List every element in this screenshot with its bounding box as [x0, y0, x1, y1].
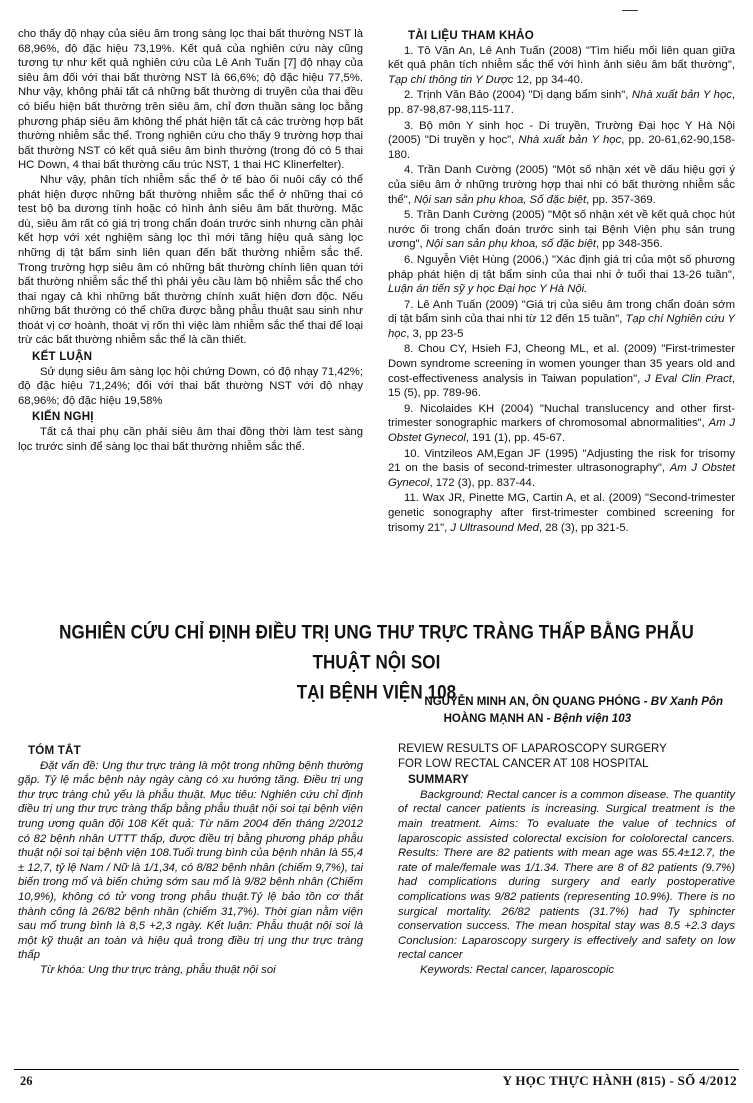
reference-source: Tạp chí Nghiên cứu Y học	[388, 313, 736, 340]
summary-column	[398, 742, 735, 978]
reference-text: 6. Nguyễn Việt Hùng (2006,) "Xác định giá trị của một số phương pháp phát hiện dị tật bẩm sinh của thai nhi ở tuổi thai 13-26 tuần",	[388, 253, 735, 281]
authors-block	[223, 694, 723, 728]
reference-source: Nhà xuất bản Y học	[631, 89, 732, 102]
reference-item	[388, 402, 735, 446]
recommendation-text: Tất cả thai phụ cần phải siêu âm thai đồng thời làm test sàng lọc trước sinh để sàng lọc thai bất thường nhiễm sắc thể.	[18, 426, 363, 453]
reference-tail: , 28 (3), pp 321-5.	[538, 521, 629, 534]
body-paragraph: cho thấy độ nhạy của siêu âm trong sàng lọc thai bất thường NST là 68,96%, độ đặc hiệu 73,19%. Kết quả của nghiên cứu này cũng tương tự như kết quả nghiên cứu của Lê Anh Tuấn [7] độ nhạy của siêu âm đối với thai bất thường NST là 66,6%; độ đặc hiệu 77,5%. Như vậy, không phải tất cả những bất thường di truyền của thai đều có biểu hiện bất thường trên siêu âm, chỉ đơn thuần sàng lọc bằng phương pháp siêu âm không thể phát hiện tất cả các trường hợp bất thường nhiễm sắc thể. Trong nghiên cứu cho thấy 9 trường hợp thai bất thường NST có kết quả siêu âm bình thường (trong đó có 5 thai HC Down, 4 thai bất thường cấu trúc NST, 1 thai HC Klinerfelter).	[18, 28, 363, 172]
references-heading: TÀI LIỆU THAM KHẢO	[408, 29, 534, 42]
reference-text: 11. Wax JR, Pinette MG, Cartin A, et al. (2009) "Second-trimester genetic sonography after first-trimester combined screening for trisomy 21",	[388, 492, 735, 534]
reference-tail: , pp. 357-369.	[586, 193, 656, 206]
reference-tail: 12, pp 34-40.	[513, 73, 584, 86]
reference-text: 2. Trịnh Văn Bảo (2004) "Dị dạng bẩm sinh",	[404, 89, 632, 102]
english-title-line: FOR LOW RECTAL CANCER AT 108 HOSPITAL	[398, 757, 649, 770]
reference-text: 8. Chou CY, Hsieh FJ, Cheong ML, et al. (2009) "First-trimester Down syndrome screening in women younger than 35 years old and cost-effectiveness analysis in Taiwan population",	[388, 343, 735, 385]
summary-text: Background: Rectal cancer is a common disease. The quantity of rectal cancer patients is increasing. Surgical treatment is the main treatment. Aims: To evaluate the value of technics of laparoscopic assisted colorectal excision for cololorectal cancers. Results: There are 82 patients with mean age was 55.4±12.7, the rate of male/female was 1/1.34. There are 8 of 82 patients (9.7%) had complications during surgery and early postoperative complications was 9/82 patients (representing 10.9%). There is no surgical mortality. 26/82 patients (31.7%) had Ty sphincter conservation success. The mean hospital stay was 8.5 +2.3 days Conclusion: Laparoscopy surgery is effectively and safety on low rectal cancer	[398, 788, 735, 962]
author-affiliation: BV Xanh Pôn	[650, 696, 723, 708]
reference-text: 5. Trần Danh Cường (2005) "Một số nhận xét về kết quả chọc hút nước ối trong chẩn đoán trước sinh tại Bệnh Viện phụ sản trung ương",	[388, 209, 735, 251]
reference-tail: , 15 (5), pp. 789-96.	[388, 372, 735, 400]
reference-item	[388, 208, 735, 252]
footer-rule	[14, 1069, 739, 1070]
reference-list	[388, 44, 735, 536]
summary-heading: SUMMARY	[408, 773, 469, 787]
author-line	[223, 694, 723, 711]
reference-tail: , pp. 20-61,62-90,158-180.	[388, 134, 736, 161]
reference-source: Nhà xuất bản Y học	[518, 134, 622, 147]
reference-text: 3. Bộ môn Y sinh học - Di truyền, Trường Đại học Y Hà Nội (2005) "Di truyền y học",	[388, 119, 735, 147]
reference-text: 4. Trần Danh Cường (2005) "Một số nhận xét về dấu hiệu gợi ý của siêu âm ở những trường hợp thai nhi có bất thường nhiễm sắc thể",	[388, 164, 735, 206]
reference-item	[388, 342, 735, 400]
reference-source: Am J Obstet Gynecol	[388, 462, 736, 489]
reference-tail: , 172 (3), pp. 837-44.	[429, 476, 535, 489]
article-title-line: NGHIÊN CỨU CHỈ ĐỊNH ĐIỀU TRỊ UNG THƯ TRỰC TRÀNG THẤP BẰNG PHẪU THUẬT NỘI SOI	[59, 621, 694, 674]
reference-tail: , 3, pp 23-5	[406, 327, 464, 340]
references-column	[388, 27, 735, 535]
recommendation-heading: KIẾN NGHỊ	[32, 410, 94, 424]
reference-item	[388, 298, 735, 342]
conclusion-text: Sử dụng siêu âm sàng lọc hội chứng Down, có độ nhạy 71,42%; độ đặc hiệu 71,24%; đối với thai bất thường NST với độ nhạy 68,96%; độ đặc hiệu 19,58%	[18, 365, 363, 407]
reference-text: 7. Lê Anh Tuấn (2009) "Giá trị của siêu âm trong chẩn đoán sớm dị tật bẩm sinh của thai nhi từ 12 đến 15 tuần",	[388, 298, 735, 326]
reference-item	[388, 163, 735, 207]
abstract-text: Đặt vấn đề: Ung thư trực tràng là một trong những bệnh thường gặp. Tỷ lệ mắc bệnh này ngày càng có xu hướng tăng. Điều trị ung thư trực tràng chủ yếu là phẫu thuật. Mục tiêu: Nghiên cứu chỉ định điều trị ung thư trực tràng thấp bằng phẫu thuật nội soi tại bệnh viện trung ương quân đội 108 Kết quả: Từ năm 2004 đến tháng 2/2012 có 82 bệnh nhân UTTT thấp, được điều trị bằng phương pháp phẫu thuật nội soi tại bệnh viện 108.Tuổi trung bình của bệnh nhân là 55,4 ± 12,7, tỷ lệ Nam / Nữ là 1/1,34, có 8/82 bệnh nhân (chiếm 9,7%), tai biến trong mổ và biến chứng sớm sau mổ là 9/82 bệnh nhân (Chiếm 10,9%), không có tử vong trong phẫu thuật.Tỷ lệ bảo tồn cơ thắt thành công là 26/82 bệnh nhân (chiếm 31,7%). Thời gian nằm viện sau mổ trung bình là 8,5 +2,3 ngày. Kết luận: Phẫu thuật nội soi là một kỹ thuật an toàn và hiệu quả trong điều trị ung thư trực tràng thấp	[18, 759, 363, 962]
page-number: 26	[20, 1074, 33, 1088]
author-line	[223, 711, 723, 728]
reference-text: 1. Tô Văn An, Lê Anh Tuấn (2008) "Tìm hiểu mối liên quan giữa kết quả phân tích nhiễm sắc thể với hình ảnh siêu âm bất thường",	[388, 44, 735, 72]
top-mark	[622, 10, 638, 11]
reference-item	[388, 44, 735, 88]
keywords-en: Keywords: Rectal cancer, laparoscopic	[420, 963, 615, 976]
reference-tail: , 191 (1), pp. 45-67.	[465, 432, 566, 445]
keywords-vi: Từ khóa: Ung thư trực tràng, phẫu thuật nội soi	[40, 963, 276, 976]
reference-tail: , pp. 87-98,87-98,115-117.	[388, 89, 735, 116]
abstract-column	[18, 742, 363, 978]
body-paragraph: Như vậy, phân tích nhiễm sắc thể ở tế bào ối nuôi cấy có thể phát hiện được những bất thường nhiễm sắc thể ở những thai có test bộ ba dương tính hoặc có hình ảnh siêu âm bất thường. Mặc dù, siêu âm rất có giá trị trong chẩn đoán trước sinh nhưng cần phải kết hợp với xét nghiệm sàng lọc thì mới tăng hiệu quả sàng lọc những dị tật bẩm sinh liên quan đến bất thường nhiễm sắc thể. Trong trường hợp siêu âm có những bất thường chính liên quan tới bất thường nhiễm sắc thể thì phải yêu cầu làm bộ nhiễm sắc thể cho thai ngay cả khi những bất thường chính xuất hiện đơn độc. Nếu những bất thường có thể chữa được bằng phẫu thuật sau sinh như thoát vị cơ hoành, thoát vị rốn thì việc làm nhiễm sắc thể thai để loại trừ các bất thường nhiễm sắc thể là cần thiết.	[18, 173, 363, 347]
reference-source: Nội san sản phụ khoa, số đặc biệt	[425, 238, 597, 251]
article-title-line: TẠI BỆNH VIỆN 108	[296, 681, 457, 704]
author-names: NGUYỄN MINH AN, ÔN QUANG PHÓNG -	[424, 696, 651, 708]
abstract-heading: TÓM TẮT	[28, 744, 81, 757]
reference-source: Tạp chí thông tin Y Dược	[388, 73, 514, 86]
reference-item	[388, 447, 735, 491]
reference-item	[388, 491, 735, 535]
reference-text: 10. Vintzileos AM,Egan JF (1995) "Adjusting the risk for trisomy 21 on the basis of second-trimester ultrasonography",	[388, 447, 735, 475]
conclusion-heading: KẾT LUẬN	[32, 350, 93, 364]
author-affiliation: Bệnh viện 103	[553, 713, 631, 725]
english-title-line: REVIEW RESULTS OF LAPAROSCOPY SURGERY	[398, 743, 667, 755]
reference-source: J Ultrasound Med	[450, 521, 539, 534]
reference-source: Luận án tiến sỹ y học Đại học Y Hà Nội.	[388, 283, 588, 296]
reference-source: J Eval Clin Pract	[644, 372, 732, 385]
journal-footer: Y HỌC THỰC HÀNH (815) - SỐ 4/2012	[502, 1073, 737, 1088]
reference-source: Nội san sản phụ khoa, Số đặc biệt	[414, 193, 587, 206]
reference-tail: , pp 348-356.	[596, 238, 663, 251]
reference-item	[388, 119, 735, 163]
reference-text: 9. Nicolaides KH (2004) "Nuchal translucency and other first-trimester sonographic markers of chromosomal abnormalities",	[388, 402, 735, 430]
prev-article-left-column	[18, 27, 363, 454]
reference-item	[388, 253, 735, 297]
reference-source: Am J Obstet Gynecol	[388, 417, 735, 445]
reference-item	[388, 88, 735, 117]
author-names: HOÀNG MẠNH AN -	[443, 713, 554, 725]
